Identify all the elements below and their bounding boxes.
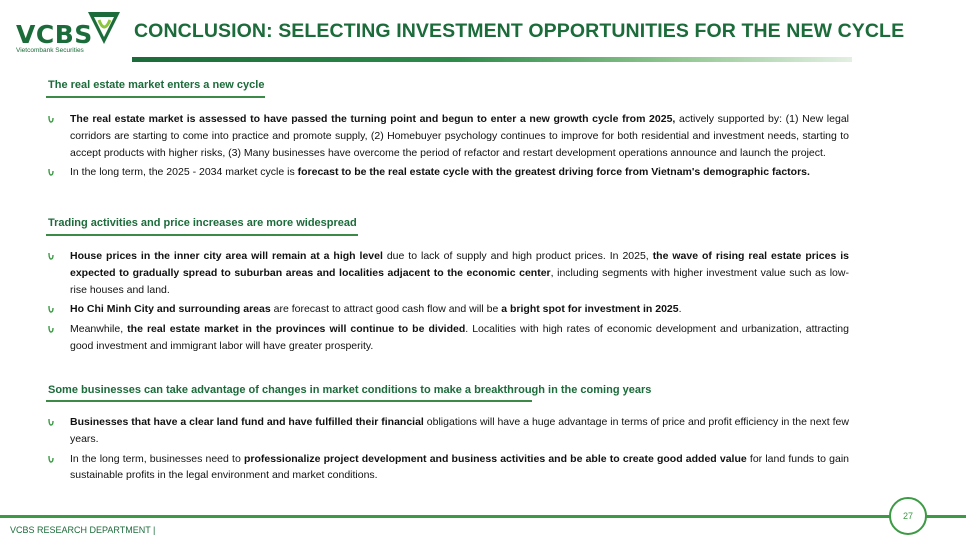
section-underline (46, 234, 358, 236)
bullet-text: due to lack of supply and high product prices. In 2025, (382, 250, 653, 262)
logo-subtext: Vietcombank Securities (16, 47, 84, 54)
bullet-item (48, 111, 849, 161)
bullet-text: . Localities with high rates of economic development and urbanization, attracting good investment and immigrant labor will have greater prosperity. (70, 323, 849, 352)
green-leaf-bullet-icon (48, 252, 54, 260)
bullet-text-bold: the wave of rising real estate prices is expected to gradually spread to suburban areas and localities adjacent to the economic center (70, 250, 849, 279)
section-underline (46, 96, 265, 98)
vcbs-shield-icon (86, 10, 122, 46)
page-title: CONCLUSION: SELECTING INVESTMENT OPPORTUNITIES FOR THE NEW CYCLE (134, 20, 905, 42)
green-leaf-bullet-icon (48, 418, 54, 426)
bullet-text: Meanwhile, (70, 323, 128, 336)
bullet-list (48, 111, 849, 184)
bullet-text: In the long term, the 2025 - 2034 market cycle is (70, 166, 298, 179)
bullet-item (48, 414, 849, 448)
bullet-text-bold: Ho Chi Minh City and surrounding areas (70, 303, 271, 316)
section-heading: The real estate market enters a new cycle (48, 79, 265, 91)
bullet-text: . (678, 303, 682, 316)
section-heading: Trading activities and price increases are more widespread (48, 217, 357, 229)
bullet-item (48, 321, 849, 355)
green-leaf-bullet-icon (48, 305, 54, 313)
green-leaf-bullet-icon (48, 168, 54, 176)
bullet-text: , including segments with higher investment value such as low-rise houses and land. (70, 266, 849, 296)
bullet-text: are forecast to attract good cash flow and will be (270, 303, 502, 316)
bullet-text: obligations will have a huge advantage in terms of price and profit efficiency in the next few years. (70, 416, 849, 445)
bullet-text-bold: professionalize project development and business activities and be able to create good added value (243, 452, 747, 465)
green-leaf-bullet-icon (48, 455, 54, 463)
bullet-text-bold: Businesses that have a clear land fund and have fulfilled their financial (70, 416, 424, 428)
bullet-text-bold: the real estate market in the provinces will continue to be divided (127, 323, 466, 336)
page-number: 27 (889, 497, 927, 535)
bullet-text: actively supported by: (1) New legal corridors are starting to come into practice and promote supply, (2) Homebuyer psychology continues to improve for both residential and investment needs, starting to accept products with higher risks, (3) Many businesses have overcome the period of refactor and restart development operations announce and launch the project. (70, 113, 849, 159)
section-heading: Some businesses can take advantage of changes in market conditions to make a breakthrough in the coming years (48, 384, 652, 396)
bullet-item (48, 451, 849, 485)
bullet-text-bold: House prices in the inner city area will remain at a high level (70, 250, 383, 262)
bullet-item (48, 301, 849, 318)
title-underline (132, 57, 852, 62)
bullet-list (48, 414, 849, 487)
bullet-text-bold: The real estate market is assessed to have passed the turning point and begun to enter a new growth cycle from 2025, (70, 113, 676, 125)
bullet-text: for land funds to gain sustainable profits in the legal environment and market conditions. (70, 452, 849, 482)
bullet-text-bold: a bright spot for investment in 2025 (501, 303, 679, 316)
bullet-item (48, 248, 849, 298)
green-leaf-bullet-icon (48, 325, 54, 333)
section-underline (46, 400, 532, 402)
bullet-text: In the long term, businesses need to (70, 452, 244, 465)
bullet-list (48, 248, 849, 358)
bullet-text-bold: forecast to be the real estate cycle with the greatest driving force from Vietnam's demographic factors. (297, 166, 810, 179)
footer-rule (0, 515, 966, 518)
footer-department: VCBS RESEARCH DEPARTMENT | (10, 525, 156, 535)
green-leaf-bullet-icon (48, 115, 54, 123)
vcbs-logo (14, 10, 124, 54)
bullet-item (48, 164, 849, 181)
logo-wordmark: VCBS (16, 20, 93, 49)
